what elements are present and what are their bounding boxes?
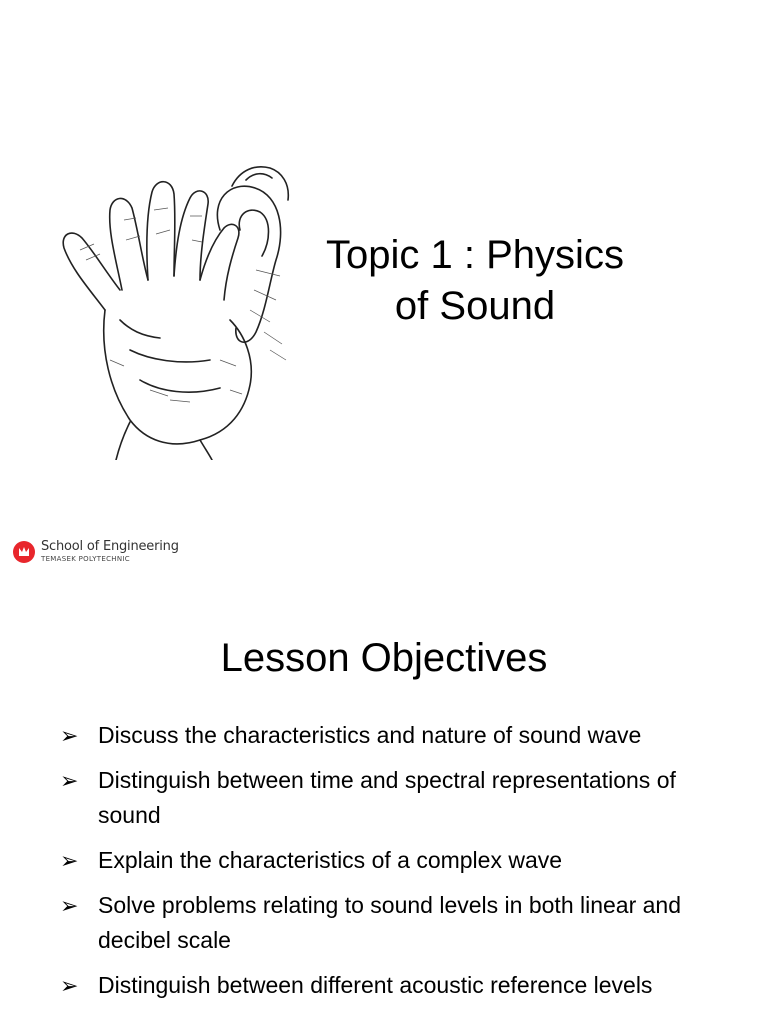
- hand-cupping-ear-illustration: [50, 160, 310, 460]
- objective-text: Distinguish between time and spectral representations of sound: [98, 767, 676, 828]
- objectives-slide: [0, 590, 768, 1024]
- arrow-bullet-icon: ➢: [60, 723, 79, 748]
- list-item: [58, 888, 738, 958]
- list-item: [58, 968, 738, 1003]
- objective-text: Discuss the characteristics and nature of sound wave: [98, 722, 642, 748]
- list-item: [58, 763, 738, 833]
- school-emblem-icon: [12, 540, 36, 564]
- arrow-bullet-icon: ➢: [60, 848, 79, 873]
- objectives-list: [58, 718, 738, 1013]
- title-line-1: Topic 1 : Physics: [326, 233, 624, 277]
- logo-subtitle: TEMASEK POLYTECHNIC: [41, 555, 130, 563]
- objective-text: Distinguish between different acoustic reference levels: [98, 972, 653, 998]
- objective-text: Explain the characteristics of a complex wave: [98, 847, 563, 873]
- school-logo: [12, 536, 212, 568]
- logo-name: School of Engineering: [41, 539, 179, 554]
- slide-heading: Lesson Objectives: [220, 636, 548, 680]
- list-item: [58, 843, 738, 878]
- arrow-bullet-icon: ➢: [60, 973, 79, 998]
- arrow-bullet-icon: ➢: [60, 768, 79, 793]
- title-line-2: of Sound: [394, 284, 556, 328]
- objective-text: Solve problems relating to sound levels in both linear and decibel scale: [98, 892, 682, 953]
- arrow-bullet-icon: ➢: [60, 893, 79, 918]
- list-item: [58, 718, 738, 753]
- slide-title: [290, 230, 660, 332]
